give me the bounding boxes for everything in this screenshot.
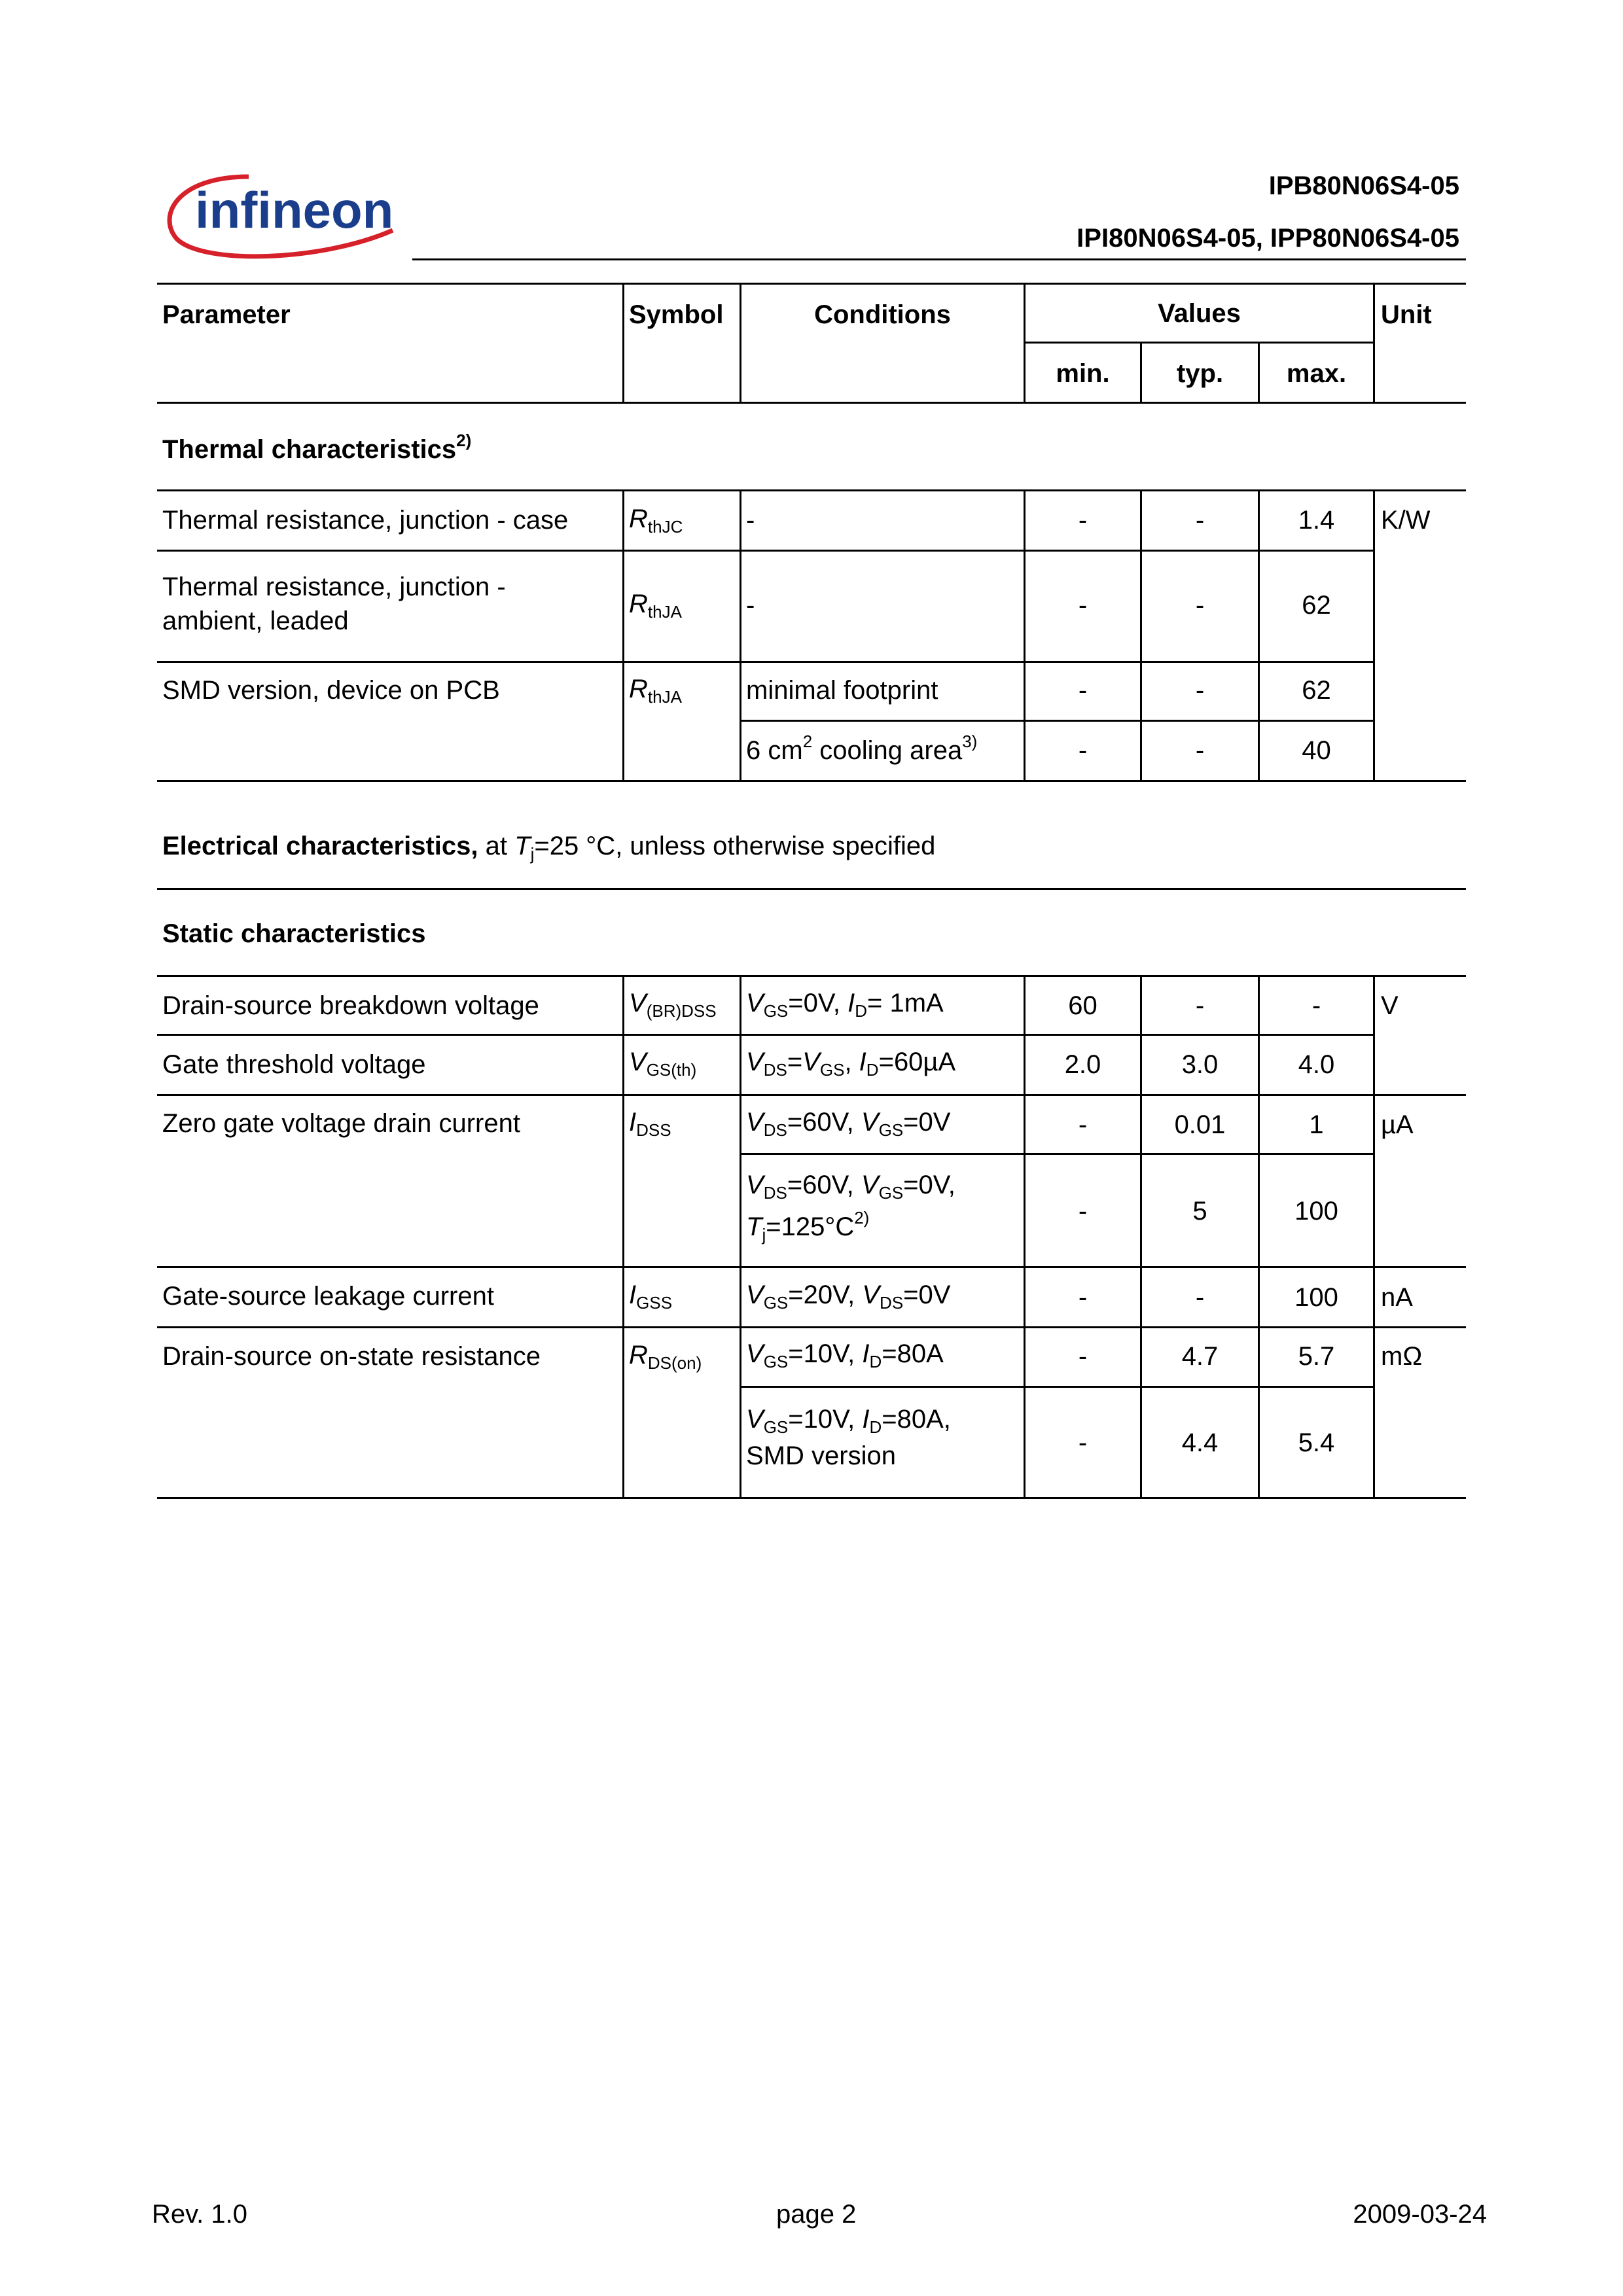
param-label: SMD version, device on PCB — [162, 676, 500, 705]
min-value: - — [1078, 506, 1088, 535]
symbol: $I_{GSS}$ — [629, 1280, 673, 1313]
unit: µA — [1381, 1110, 1414, 1139]
condition: - — [746, 506, 755, 535]
symbol: $R_{thJC}$ — [629, 504, 683, 537]
unit: K/W — [1381, 506, 1431, 535]
param-label: Thermal resistance, junction - case — [162, 506, 569, 535]
symbol: $R_{thJA}$ — [629, 675, 682, 707]
thermal-title: Thermal characteristics$^{2)}$ — [162, 431, 472, 464]
param-label: Thermal resistance, junction - — [162, 573, 506, 601]
typ-value: 4.7 — [1181, 1342, 1219, 1371]
min-value: - — [1078, 1428, 1088, 1457]
symbol: $V_{(BR)DSS}$ — [629, 989, 717, 1021]
condition: $V_{DS}=60V$, $V_{GS}=0V$ — [746, 1108, 951, 1140]
condition: $V_{GS}=10V$, $I_D=80A$, — [746, 1405, 951, 1437]
symbol: $R_{thJA}$ — [629, 590, 682, 622]
infineon-logo — [157, 157, 406, 268]
max-value: 62 — [1302, 591, 1331, 620]
max-value: 40 — [1302, 736, 1331, 765]
typ-value: - — [1195, 506, 1205, 535]
col-parameter: Parameter — [162, 300, 291, 329]
col-min: min. — [1056, 359, 1110, 388]
typ-value: - — [1195, 736, 1205, 765]
electrical-title: Electrical characteristics, at $T_j=25$ °C, unless otherwise specified — [162, 832, 936, 864]
typ-value: - — [1195, 1283, 1205, 1312]
col-symbol: Symbol — [629, 300, 724, 329]
unit: nA — [1381, 1283, 1413, 1312]
min-value: 60 — [1068, 991, 1097, 1020]
condition-line2: $T_j=125^\circ C^{2)}$ — [746, 1208, 870, 1245]
condition-line2: SMD version — [746, 1441, 896, 1470]
typ-value: 3.0 — [1181, 1050, 1219, 1079]
param-label: Drain-source on-state resistance — [162, 1342, 541, 1371]
condition: $V_{GS}=10V$, $I_D=80A$ — [746, 1339, 944, 1371]
param-label: Drain-source breakdown voltage — [162, 991, 539, 1020]
footer-revision: Rev. 1.0 — [152, 2200, 247, 2229]
param-label: Gate-source leakage current — [162, 1282, 494, 1311]
footer-date: 2009-03-24 — [1353, 2200, 1487, 2229]
min-value: - — [1078, 1110, 1088, 1139]
min-value: 2.0 — [1064, 1050, 1101, 1079]
footer-page: page 2 — [776, 2200, 857, 2229]
max-value: 5.4 — [1298, 1428, 1335, 1457]
unit: mΩ — [1381, 1342, 1423, 1371]
param-label: Zero gate voltage drain current — [162, 1109, 520, 1138]
col-conditions: Conditions — [814, 300, 951, 329]
col-unit: Unit — [1381, 300, 1432, 329]
unit: V — [1381, 991, 1399, 1020]
max-value: 4.0 — [1298, 1050, 1335, 1079]
symbol: $I_{DSS}$ — [629, 1108, 671, 1140]
max-value: 100 — [1294, 1283, 1338, 1312]
condition: 6 $cm^2$ cooling area$^{3)}$ — [746, 732, 978, 765]
max-value: 1.4 — [1298, 506, 1335, 535]
part-number-2: IPI80N06S4-05, IPP80N06S4-05 — [1077, 224, 1459, 253]
param-label: Gate threshold voltage — [162, 1050, 426, 1079]
condition: $V_{GS}=0V$, $I_D= 1mA$ — [746, 989, 944, 1021]
max-value: - — [1311, 991, 1321, 1020]
max-value: 5.7 — [1298, 1342, 1335, 1371]
col-typ: typ. — [1176, 359, 1224, 388]
min-value: - — [1078, 736, 1088, 765]
min-value: - — [1078, 591, 1088, 620]
typ-value: 4.4 — [1181, 1428, 1219, 1457]
condition: $V_{GS}=20V$, $V_{DS}=0V$ — [746, 1280, 951, 1313]
param-label-line2: ambient, leaded — [162, 607, 349, 635]
condition: minimal footprint — [746, 676, 938, 705]
logo-text: infineon — [195, 181, 394, 239]
static-title: Static characteristics — [162, 919, 426, 948]
typ-value: 0.01 — [1174, 1110, 1226, 1139]
condition: $V_{DS}=60V$, $V_{GS}=0V$, — [746, 1171, 955, 1203]
min-value: - — [1078, 1197, 1088, 1226]
typ-value: - — [1195, 676, 1205, 705]
max-value: 100 — [1294, 1197, 1338, 1226]
condition: - — [746, 591, 755, 620]
typ-value: - — [1195, 591, 1205, 620]
col-max: max. — [1286, 359, 1347, 388]
min-value: - — [1078, 1283, 1088, 1312]
min-value: - — [1078, 676, 1088, 705]
col-values: Values — [1158, 299, 1241, 328]
header-rule — [412, 258, 1466, 260]
part-number-1: IPB80N06S4-05 — [1268, 171, 1459, 200]
typ-value: - — [1195, 991, 1205, 1020]
symbol: $R_{DS(on)}$ — [629, 1341, 702, 1373]
max-value: 62 — [1302, 676, 1331, 705]
symbol: $V_{GS(th)}$ — [629, 1048, 697, 1080]
condition: $V_{DS}=V_{GS}$, $I_D=60\mu A$ — [746, 1048, 956, 1080]
min-value: - — [1078, 1342, 1088, 1371]
typ-value: 5 — [1192, 1197, 1207, 1226]
max-value: 1 — [1309, 1110, 1324, 1139]
